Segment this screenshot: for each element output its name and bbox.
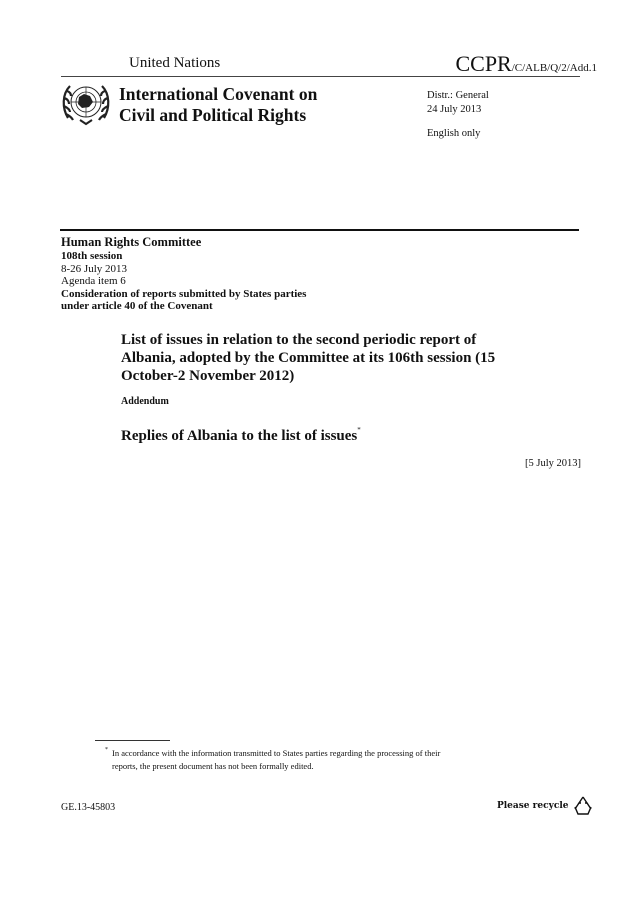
recycle-label: Please recycle	[497, 801, 569, 811]
footnote-reference[interactable]: *	[357, 426, 361, 434]
session: 108th session	[61, 250, 123, 262]
section-rule	[60, 229, 579, 231]
footnote-line2: reports, the present document has not been formally edited.	[112, 761, 314, 771]
footnote-rule	[95, 740, 170, 741]
agenda-item: Agenda item 6	[61, 275, 126, 287]
symbol-suffix: /C/ALB/Q/2/Add.1	[511, 62, 597, 74]
document-title-line3: October-2 November 2012)	[121, 368, 295, 384]
recycle-icon	[572, 797, 594, 814]
distribution-info	[427, 89, 489, 141]
distribution: Distr.: General	[427, 90, 489, 101]
language: English only	[427, 128, 481, 139]
committee-name: Human Rights Committee	[61, 235, 202, 249]
document-title-line1: List of issues in relation to the second periodic report of	[121, 332, 477, 348]
footnote-mark: *	[105, 747, 108, 753]
addendum-label: Addendum	[121, 396, 169, 407]
document-title	[121, 331, 521, 385]
committee-block	[61, 235, 306, 313]
replies-heading	[121, 426, 361, 445]
covenant-title-line1: International Covenant on	[119, 84, 318, 104]
covenant-title-line2: Civil and Political Rights	[119, 105, 307, 125]
consideration-line2: under article 40 of the Covenant	[61, 300, 213, 312]
document-symbol	[455, 51, 597, 77]
header-rule	[61, 76, 580, 77]
recycle-notice	[497, 795, 594, 817]
document-number: GE.13-45803	[61, 802, 116, 813]
covenant-title	[119, 84, 317, 126]
footnote	[105, 747, 512, 773]
un-emblem-icon	[60, 80, 112, 126]
footnote-line1: In accordance with the information transmitted to States parties regarding the processing of their	[112, 748, 441, 758]
consideration-line1: Consideration of reports submitted by States parties	[61, 287, 307, 300]
document-title-line2: Albania, adopted by the Committee at its 106th session (15	[121, 350, 496, 366]
symbol-main: CCPR	[455, 51, 512, 76]
issue-date: 24 July 2013	[427, 104, 482, 115]
reply-date: [5 July 2013]	[525, 458, 581, 469]
session-dates: 8-26 July 2013	[61, 262, 127, 275]
organization-name: United Nations	[129, 55, 221, 71]
replies-heading-text: Replies of Albania to the list of issues	[121, 428, 358, 444]
